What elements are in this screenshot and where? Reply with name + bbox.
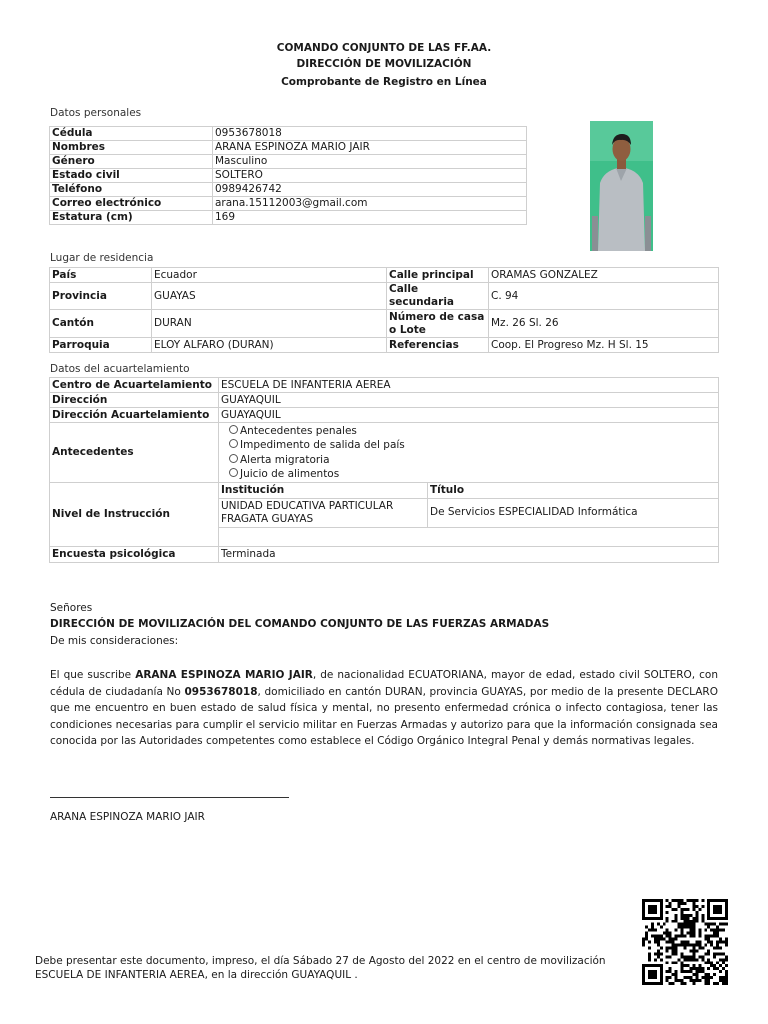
applicant-photo bbox=[590, 121, 653, 251]
salutation: Señores bbox=[50, 602, 93, 614]
header-line-2: DIRECCIÓN DE MOVILIZACIÓN bbox=[296, 58, 472, 70]
personal-value: 0953678018 bbox=[213, 127, 527, 141]
parroquia-label: Parroquia bbox=[50, 338, 152, 353]
radio-icon[interactable] bbox=[229, 439, 238, 448]
referencias-label: Referencias bbox=[387, 338, 489, 353]
personal-row bbox=[50, 183, 527, 197]
radio-icon[interactable] bbox=[229, 468, 238, 477]
institucion-value: UNIDAD EDUCATIVA PARTICULAR FRAGATA GUAYAS bbox=[219, 498, 428, 527]
provincia-label: Provincia bbox=[50, 283, 152, 310]
radio-icon[interactable] bbox=[229, 425, 238, 434]
personal-label: Estado civil bbox=[50, 169, 213, 183]
instruccion-table bbox=[219, 483, 718, 528]
personal-section-label: Datos personales bbox=[50, 107, 142, 119]
encuesta-value: Terminada bbox=[219, 547, 719, 563]
calle-principal-label: Calle principal bbox=[387, 268, 489, 283]
antecedente-item[interactable]: Alerta migratoria bbox=[229, 453, 716, 468]
provincia-value: GUAYAS bbox=[152, 283, 387, 310]
personal-row bbox=[50, 197, 527, 211]
titulo-value: De Servicios ESPECIALIDAD Informática bbox=[428, 498, 719, 527]
institucion-header: Institución bbox=[219, 483, 428, 498]
personal-row bbox=[50, 155, 527, 169]
canton-label: Cantón bbox=[50, 310, 152, 338]
personal-value: ARANA ESPINOZA MARIO JAIR bbox=[213, 141, 527, 155]
numero-value: Mz. 26 Sl. 26 bbox=[489, 310, 719, 338]
direccion-acuart-value: GUAYAQUIL bbox=[219, 408, 719, 423]
parroquia-value: ELOY ALFARO (DURAN) bbox=[152, 338, 387, 353]
canton-value: DURAN bbox=[152, 310, 387, 338]
header-line-1: COMANDO CONJUNTO DE LAS FF.AA. bbox=[276, 42, 492, 54]
barracks-section-label: Datos del acuartelamiento bbox=[50, 363, 190, 375]
personal-label: Estatura (cm) bbox=[50, 211, 213, 225]
residence-section-label: Lugar de residencia bbox=[50, 252, 154, 264]
antecedente-item[interactable]: Juicio de alimentos bbox=[229, 467, 716, 482]
personal-row bbox=[50, 127, 527, 141]
qr-code bbox=[642, 899, 728, 985]
barracks-table bbox=[49, 377, 719, 563]
residence-table bbox=[49, 267, 719, 353]
centro-label: Centro de Acuartelamiento bbox=[50, 378, 219, 393]
declarant-cedula: 0953678018 bbox=[184, 685, 258, 698]
personal-label: Correo electrónico bbox=[50, 197, 213, 211]
personal-value: SOLTERO bbox=[213, 169, 527, 183]
radio-icon[interactable] bbox=[229, 454, 238, 463]
declarant-name: ARANA ESPINOZA MARIO JAIR bbox=[135, 669, 313, 681]
antecedente-item[interactable]: Antecedentes penales bbox=[229, 424, 716, 439]
calle-secundaria-label: Calle secundaria bbox=[387, 283, 489, 310]
personal-label: Cédula bbox=[50, 127, 213, 141]
personal-value: 169 bbox=[213, 211, 527, 225]
encuesta-label: Encuesta psicológica bbox=[50, 547, 219, 563]
pais-value: Ecuador bbox=[152, 268, 387, 283]
personal-label: Teléfono bbox=[50, 183, 213, 197]
antecedente-item[interactable]: Impedimento de salida del país bbox=[229, 438, 716, 453]
greeting: De mis consideraciones: bbox=[50, 635, 179, 647]
instruccion-cell bbox=[219, 483, 719, 547]
instruccion-label: Nivel de Instrucción bbox=[50, 483, 219, 547]
antecedentes-label: Antecedentes bbox=[50, 423, 219, 483]
signature-name: ARANA ESPINOZA MARIO JAIR bbox=[50, 811, 205, 823]
numero-label: Número de casa o Lote bbox=[387, 310, 489, 338]
addressee: DIRECCIÓN DE MOVILIZACIÓN DEL COMANDO CONJUNTO DE LAS FUERZAS ARMADAS bbox=[50, 618, 550, 630]
direccion-value: GUAYAQUIL bbox=[219, 393, 719, 408]
personal-value: 0989426742 bbox=[213, 183, 527, 197]
personal-label: Género bbox=[50, 155, 213, 169]
pais-label: País bbox=[50, 268, 152, 283]
calle-principal-value: ORAMAS GONZALEZ bbox=[489, 268, 719, 283]
personal-data-table bbox=[49, 126, 527, 225]
signature-line bbox=[50, 797, 289, 798]
personal-value: arana.15112003@gmail.com bbox=[213, 197, 527, 211]
antecedentes-list bbox=[219, 423, 719, 483]
calle-secundaria-value: C. 94 bbox=[489, 283, 719, 310]
personal-label: Nombres bbox=[50, 141, 213, 155]
footer-note: Debe presentar este documento, impreso, el día Sábado 27 de Agosto del 2022 en el centro de movilización ESCUELA DE INFANTERIA AEREA, en la dirección GUAYAQUIL . bbox=[35, 955, 606, 981]
referencias-value: Coop. El Progreso Mz. H Sl. 15 bbox=[489, 338, 719, 353]
document-title: Comprobante de Registro en Línea bbox=[281, 76, 487, 88]
personal-value: Masculino bbox=[213, 155, 527, 169]
personal-row bbox=[50, 211, 527, 225]
centro-value: ESCUELA DE INFANTERIA AEREA bbox=[219, 378, 719, 393]
personal-row bbox=[50, 141, 527, 155]
direccion-acuart-label: Dirección Acuartelamiento bbox=[50, 408, 219, 423]
titulo-header: Título bbox=[428, 483, 719, 498]
declaration-paragraph: El que suscribe ARANA ESPINOZA MARIO JAIR, de nacionalidad ECUATORIANA, mayor de edad, estado civil SOLTERO, con cédula de ciudadanía No 0953678018, domiciliado en cantón DURAN, provincia GUAYAS, por medio de la presente DECLARO que me encuentro en buen estado de salud física y mental, no presento enfermedad crónica o infecto contagiosa, tener las condiciones necesarias para cumplir el servicio militar en Fuerzas Armadas y autorizo para que la información consignada sea conocida por las Autoridades competentes como establece el Código Orgánico Integral Penal y demás normativas legales. bbox=[50, 669, 718, 747]
direccion-label: Dirección bbox=[50, 393, 219, 408]
personal-row bbox=[50, 169, 527, 183]
